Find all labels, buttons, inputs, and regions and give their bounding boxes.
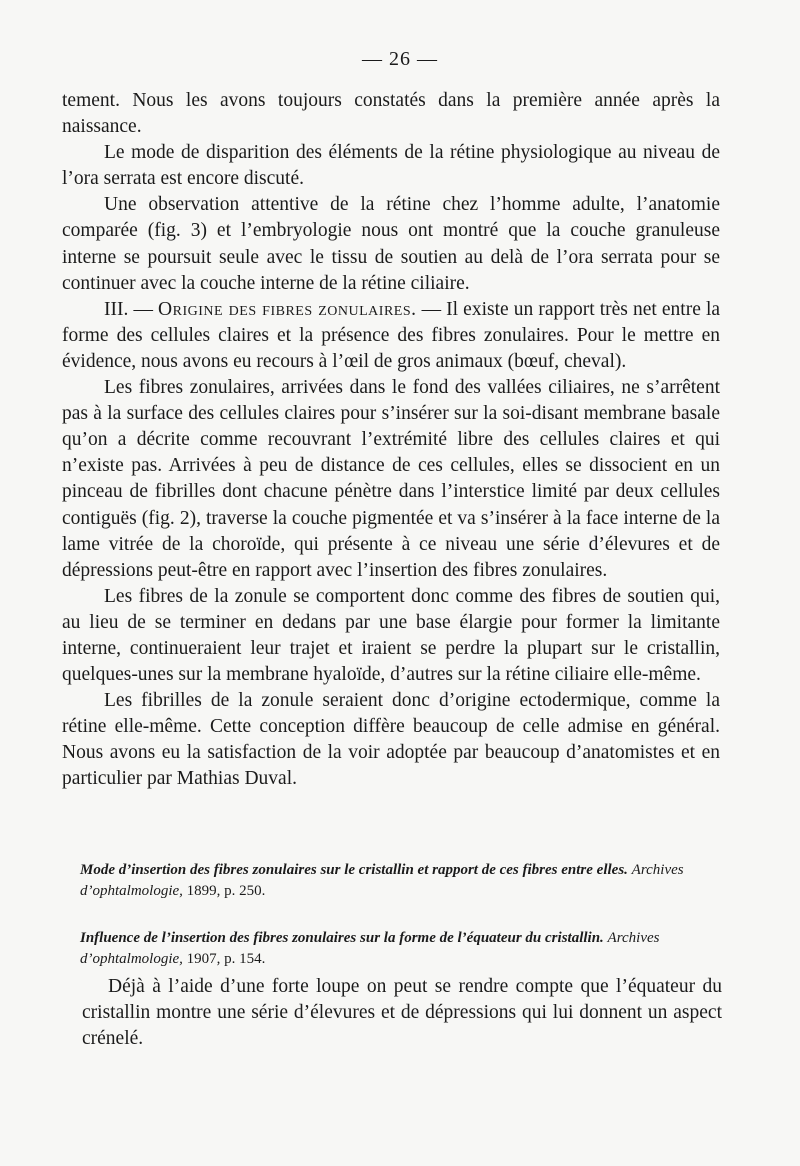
paragraph-fibres-zonulaires: Les fibres zonulaires, arrivées dans le fond des vallées ciliaires, ne s’arrêtent pas à la surface des cellules claires pour s’insérer sur la soi-disant membrane basale qu’on a décrite comme recouvrant l’extrémité libre des cellules claires et qui n’existe pas. Arrivées à peu de distance de ces cellules, elles se dissocient en un pinceau de fibrilles dont chacune pénètre dans l’interstice limité par deux cellules contiguës (fig. 2), traverse la couche pigmentée et va s’insérer à la face interne de la lame vitrée de la choroïde, qui présente à ce niveau une série d’élevures et de dépressions peut-être en rapport avec l’insertion des fibres zonulaires. (62, 377, 720, 581)
reference-2-summary (82, 974, 722, 1052)
reference-1-title: Mode d’insertion des fibres zonulaires sur le cristallin et rapport de ces fibres entre elles. (80, 862, 628, 878)
main-text (62, 88, 720, 793)
reference-2-title: Influence de l’insertion des fibres zonulaires sur la forme de l’équateur du cristallin. (80, 930, 604, 946)
paragraph-continuation: tement. Nous les avons toujours constatés dans la première année après la naissance. (62, 90, 720, 138)
paragraph-section-three (62, 297, 720, 375)
reference-1-details: 1899, p. 250. (186, 883, 266, 899)
reference-2-summary-text: Déjà à l’aide d’une forte loupe on peut se rendre compte que l’équateur du cristallin montre une série d’élevures et de dépressions qui lui donnent un aspect crénelé. (82, 976, 722, 1049)
section-number: III. — (104, 298, 153, 320)
section-heading: Origine des fibres zonulaires. (158, 298, 417, 320)
page-number: — 26 — (362, 48, 438, 70)
paragraph-origine-ectodermique: Les fibrilles de la zonule seraient donc d’origine ectodermique, comme la rétine elle-même. Cette conception diffère beaucoup de celle admise en général. Nous avons eu la satisfaction de la voir adoptée par beaucoup d’anatomistes et en particulier par Mathias Duval. (62, 690, 720, 790)
paragraph-fibres-soutien: Les fibres de la zonule se comportent donc comme des fibres de soutien qui, au lieu de se terminer en dedans par une base élargie pour former la limitante interne, continueraient leur trajet et iraient se perdre la plupart sur le cristallin, quelques-unes sur la membrane hyaloïde, d’autres sur la rétine ciliaire elle-même. (62, 585, 720, 686)
reference-1-journal: Archives d’ophtalmologie, (80, 862, 684, 899)
reference-2-details: 1907, p. 154. (186, 951, 266, 967)
section-text: — Il existe un rapport très net entre la forme des cellules claires et la présence des fibres zonulaires. Pour le mettre en évidence, nous avons eu recours à l’œil de gros animaux (bœuf, cheval). (62, 298, 721, 372)
paragraph-ora-serrata: Le mode de disparition des éléments de la rétine physiologique au niveau de l’ora serrata est encore discuté. (62, 142, 720, 190)
paragraph-observation: Une observation attentive de la rétine chez l’homme adulte, l’anatomie comparée (fig. 3) et l’embryologie nous ont montré que la couche granuleuse interne se poursuit seule avec le tissu de soutien au delà de l’ora serrata pour se continuer avec la couche interne de la rétine ciliaire. (62, 194, 720, 294)
reference-1 (80, 860, 726, 902)
reference-2-journal: Archives d’ophtalmologie, (80, 930, 660, 967)
reference-2 (80, 928, 726, 970)
